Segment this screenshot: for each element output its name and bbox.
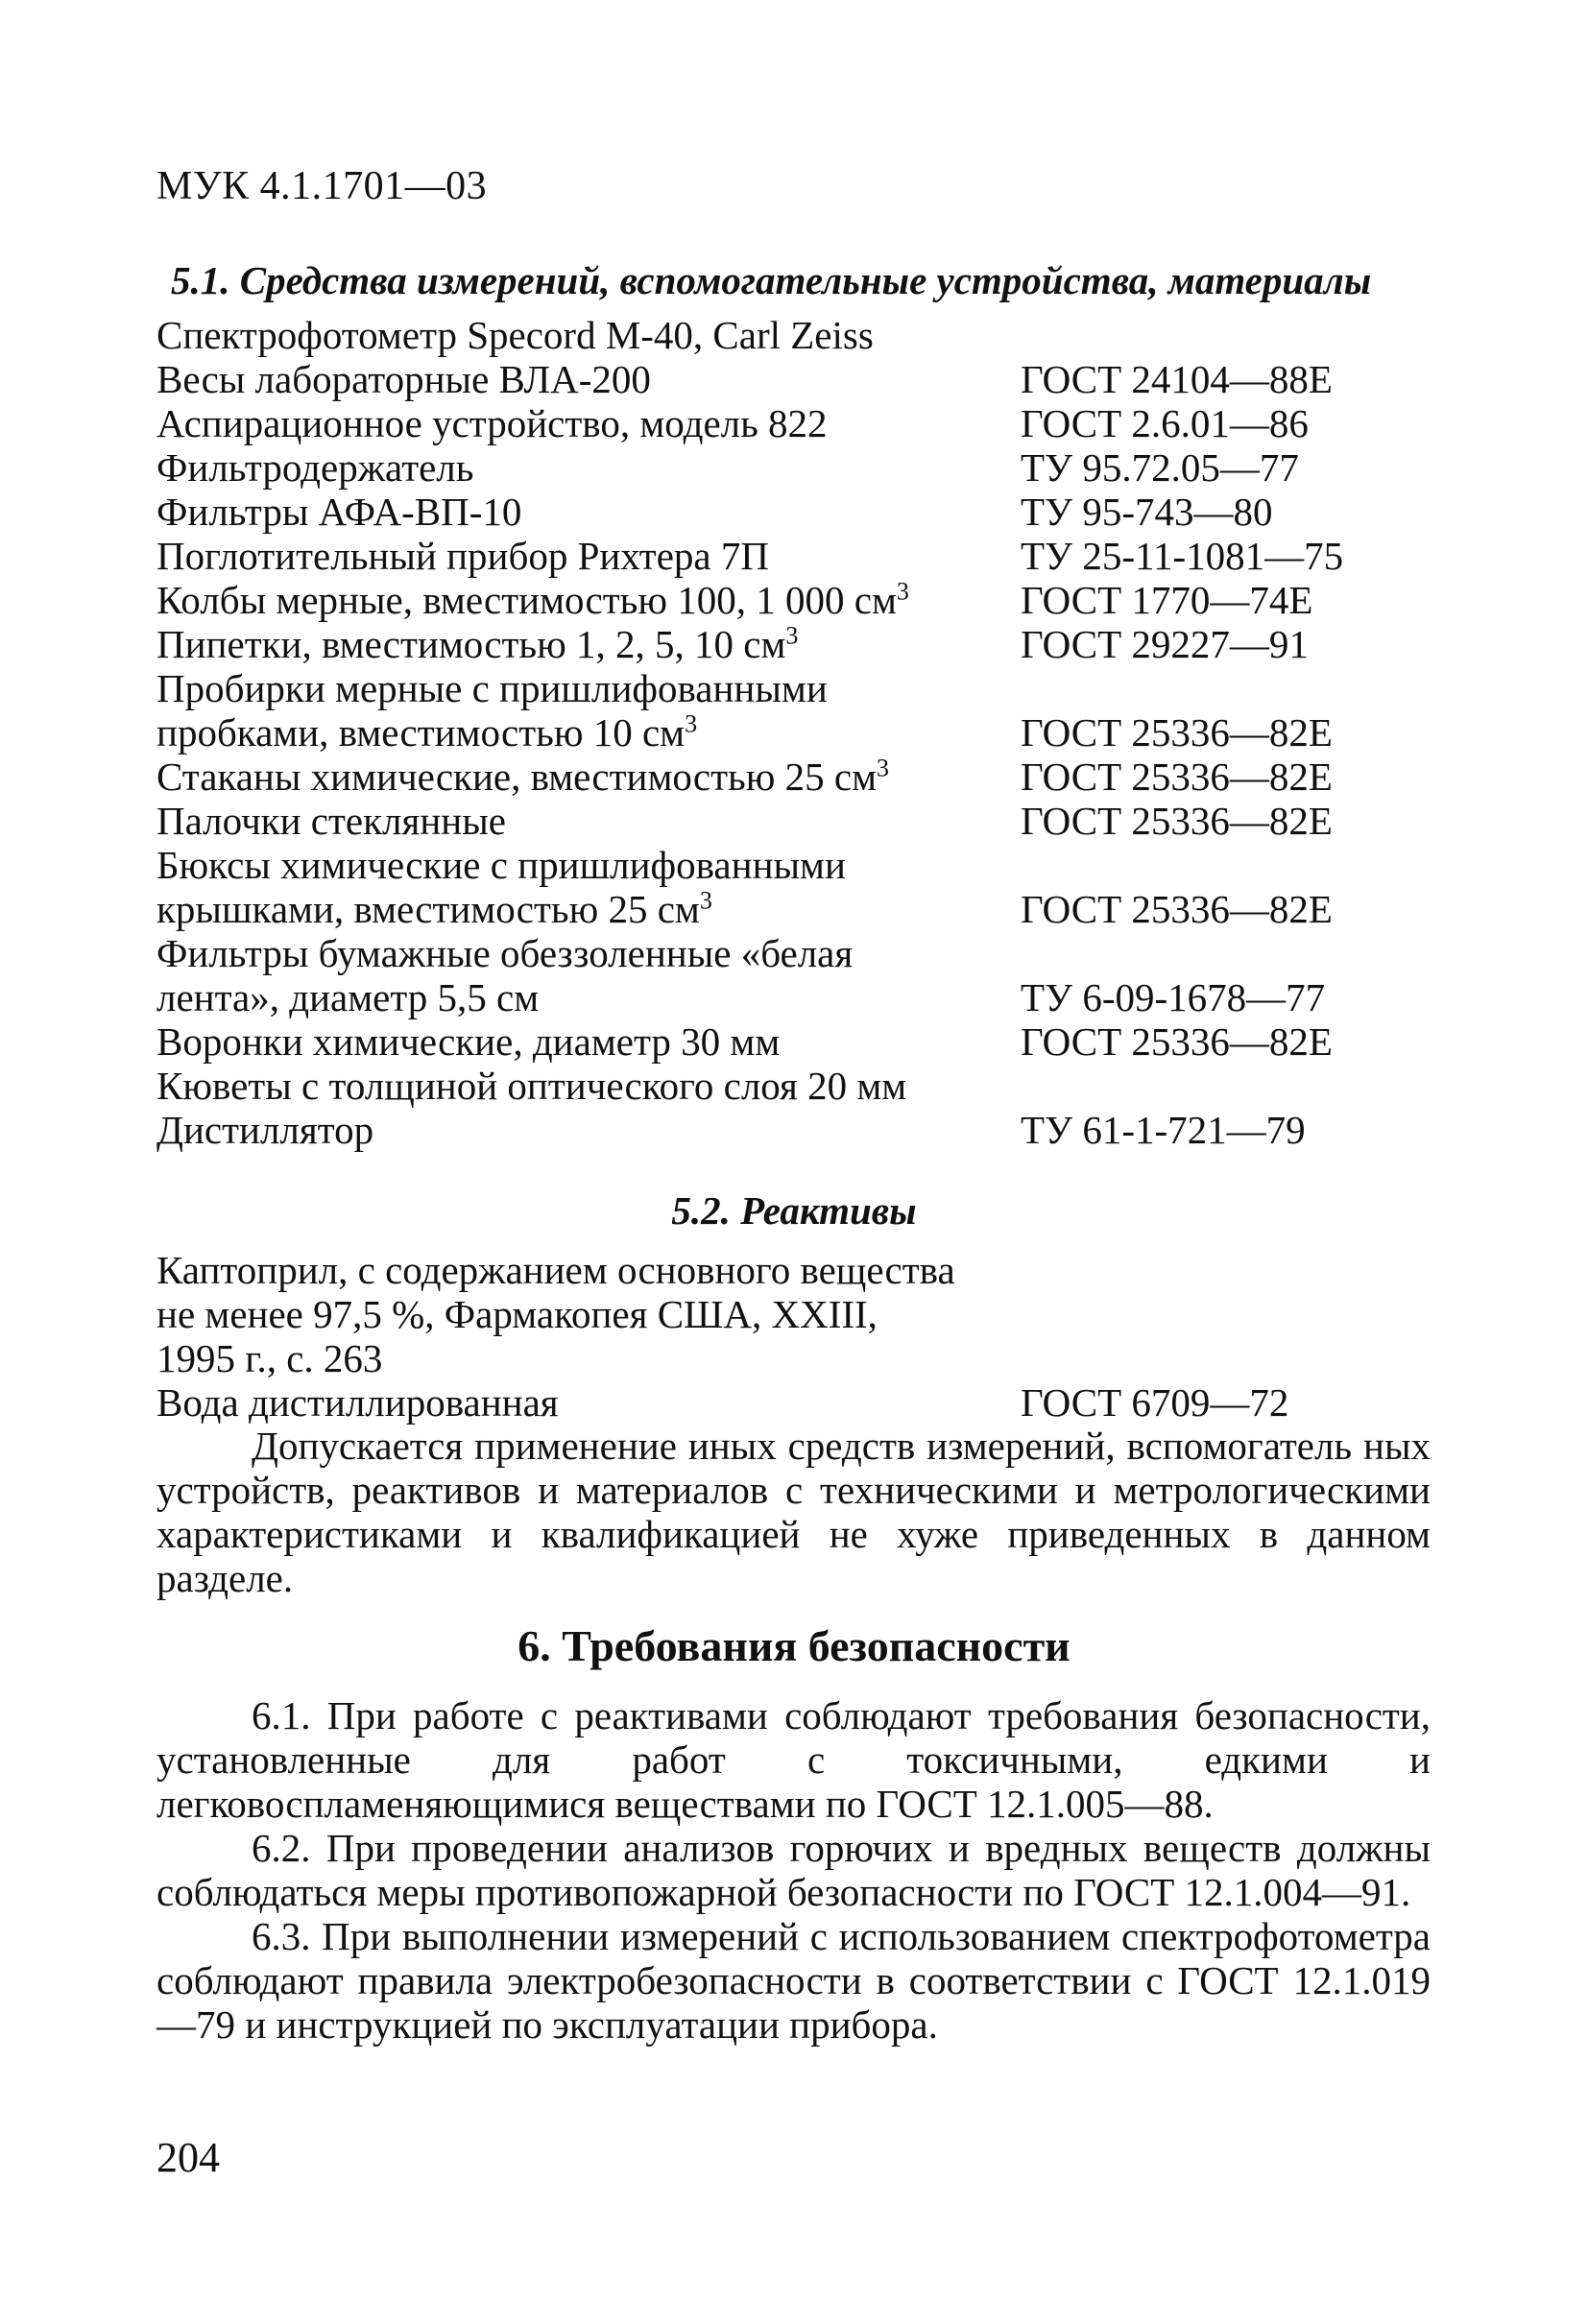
item-name <box>156 401 828 445</box>
list-row <box>156 534 1453 578</box>
item-name <box>156 710 697 755</box>
paragraph-6-1: 6.1. При работе с реактивами соблюдают требования безопасности, установленные для работ с токсичными, едкими и легковоспламеняющимися веществами по ГОСТ 12.1.005—88. <box>156 1693 1431 1826</box>
item-name <box>156 1292 878 1336</box>
standard-reference: ГОСТ 6709—72 <box>1021 1380 1289 1425</box>
standard-reference: ГОСТ 29227—91 <box>1021 622 1309 666</box>
section-6-title: 6. Требования безопасности <box>517 1621 1071 1670</box>
paragraph-6-3: 6.3. При выполнении измерений с использованием спектрофотометра соблюдают правила электробезопасности в соответствии с ГОСТ 12.1.019—79 и инструкцией по эксплуатации прибора. <box>156 1914 1431 2047</box>
standard-reference: ТУ 95.72.05—77 <box>1021 445 1299 490</box>
item-name-text: Спектрофотометр Specord M-40, Carl Zeiss <box>156 313 874 357</box>
item-name-text: Палочки стеклянные <box>156 799 506 843</box>
item-name <box>156 1064 906 1108</box>
item-name <box>156 755 889 799</box>
list-row <box>156 622 1453 666</box>
item-name <box>156 357 651 401</box>
item-name-text: Вода дистиллированная <box>156 1380 559 1425</box>
item-name <box>156 1380 559 1425</box>
unit-exponent: 3 <box>699 886 712 915</box>
item-name-text: Дистиллятор <box>156 1108 374 1152</box>
paragraph-6-2: 6.2. При проведении анализов горючих и вредных веществ должны соблюдаться меры противопожарной безопасности по ГОСТ 12.1.004—91. <box>156 1826 1431 1914</box>
item-name-text: лента», диаметр 5,5 см <box>156 975 540 1019</box>
item-name <box>156 445 473 490</box>
list-row <box>156 490 1453 534</box>
item-name-text: Кюветы с толщиной оптического слоя 20 мм <box>156 1064 907 1108</box>
item-name-text: Воронки химические, диаметр 30 мм <box>156 1019 781 1064</box>
item-name-text: не менее 97,5 %, Фармакопея США, XXIII, <box>156 1292 878 1336</box>
list-row <box>156 578 1453 622</box>
item-name <box>156 534 769 578</box>
standard-reference: ТУ 6-09-1678—77 <box>1021 975 1326 1019</box>
item-name <box>156 799 506 843</box>
item-name-text: пробками, вместимостью 10 см <box>156 710 686 755</box>
standard-reference: ГОСТ 25336—82Е <box>1021 799 1333 843</box>
standard-reference: ГОСТ 1770—74Е <box>1021 578 1313 622</box>
list-row <box>156 975 1453 1019</box>
item-name-text: Фильтры бумажные обеззоленные «белая <box>156 931 854 975</box>
list-row <box>156 1108 1453 1152</box>
equipment-list <box>156 313 1453 1152</box>
standard-reference: ГОСТ 2.6.01—86 <box>1021 401 1309 445</box>
standard-reference: ТУ 61-1-721—79 <box>1021 1108 1306 1152</box>
standard-reference: ГОСТ 25336—82Е <box>1021 887 1333 931</box>
reagents-list <box>156 1248 1453 1425</box>
list-row <box>156 1064 1453 1108</box>
item-name <box>156 1248 955 1292</box>
list-row <box>156 313 1453 357</box>
list-row <box>156 1019 1453 1064</box>
substitution-note: Допускается применение иных средств измерений, вспомогатель ных устройств, реактивов и материалов с техническими и метрологическими характеристиками и квалификацией не хуже приведенных в данном разделе. <box>156 1424 1431 1600</box>
list-row <box>156 931 1453 975</box>
list-row <box>156 1248 1453 1292</box>
standard-reference: ГОСТ 24104—88Е <box>1021 357 1333 401</box>
standard-reference: ГОСТ 25336—82Е <box>1021 710 1333 755</box>
section-5-2-title: 5.2. Реактивы <box>671 1188 917 1233</box>
item-name-text: Пипетки, вместимостью 1, 2, 5, 10 см <box>156 622 786 666</box>
item-name <box>156 843 846 887</box>
item-name-text: Колбы мерные, вместимостью 100, 1 000 см <box>156 578 897 622</box>
item-name-text: Стаканы химические, вместимостью 25 см <box>156 755 878 799</box>
standard-reference: ТУ 95-743—80 <box>1021 490 1273 534</box>
page-number: 204 <box>156 2134 220 2181</box>
document-code-header: МУК 4.1.1701—03 <box>156 164 488 208</box>
item-name <box>156 622 798 666</box>
item-name <box>156 578 909 622</box>
item-name-text: Аспирационное устройство, модель 822 <box>156 401 828 445</box>
standard-reference: ГОСТ 25336—82Е <box>1021 1019 1333 1064</box>
item-name <box>156 1019 780 1064</box>
standard-reference: ТУ 25-11-1081—75 <box>1021 534 1344 578</box>
item-name-text: крышками, вместимостью 25 см <box>156 887 700 931</box>
item-name-text: Пробирки мерные с пришлифованными <box>156 666 828 710</box>
item-name-text: Поглотительный прибор Рихтера 7П <box>156 534 769 578</box>
list-row <box>156 887 1453 931</box>
item-name-text: Фильтродержатель <box>156 445 474 490</box>
item-name-text: Весы лабораторные ВЛА-200 <box>156 357 651 401</box>
item-name <box>156 666 828 710</box>
item-name <box>156 1108 373 1152</box>
item-name-text: Фильтры АФА-ВП-10 <box>156 490 522 534</box>
item-name <box>156 931 853 975</box>
list-row <box>156 357 1453 401</box>
list-row <box>156 799 1453 843</box>
list-row <box>156 1380 1453 1425</box>
section-5-1-title: 5.1. Средства измерений, вспомогательные устройства, материалы <box>171 258 1372 302</box>
item-name-text: 1995 г., с. 263 <box>156 1336 383 1380</box>
item-name <box>156 887 712 931</box>
unit-exponent: 3 <box>877 754 890 782</box>
list-row <box>156 666 1453 710</box>
list-row <box>156 755 1453 799</box>
item-name <box>156 490 521 534</box>
item-name <box>156 1336 382 1380</box>
item-name-text: Каптоприл, с содержанием основного вещества <box>156 1248 955 1292</box>
standard-reference: ГОСТ 25336—82Е <box>1021 755 1333 799</box>
item-name <box>156 313 874 357</box>
unit-exponent: 3 <box>685 709 698 738</box>
list-row <box>156 1292 1453 1336</box>
item-name-text: Бюксы химические с пришлифованными <box>156 843 846 887</box>
unit-exponent: 3 <box>896 577 909 606</box>
item-name <box>156 975 539 1019</box>
list-row <box>156 843 1453 887</box>
unit-exponent: 3 <box>785 621 799 650</box>
list-row <box>156 401 1453 445</box>
list-row <box>156 710 1453 755</box>
list-row <box>156 1336 1453 1380</box>
list-row <box>156 445 1453 490</box>
